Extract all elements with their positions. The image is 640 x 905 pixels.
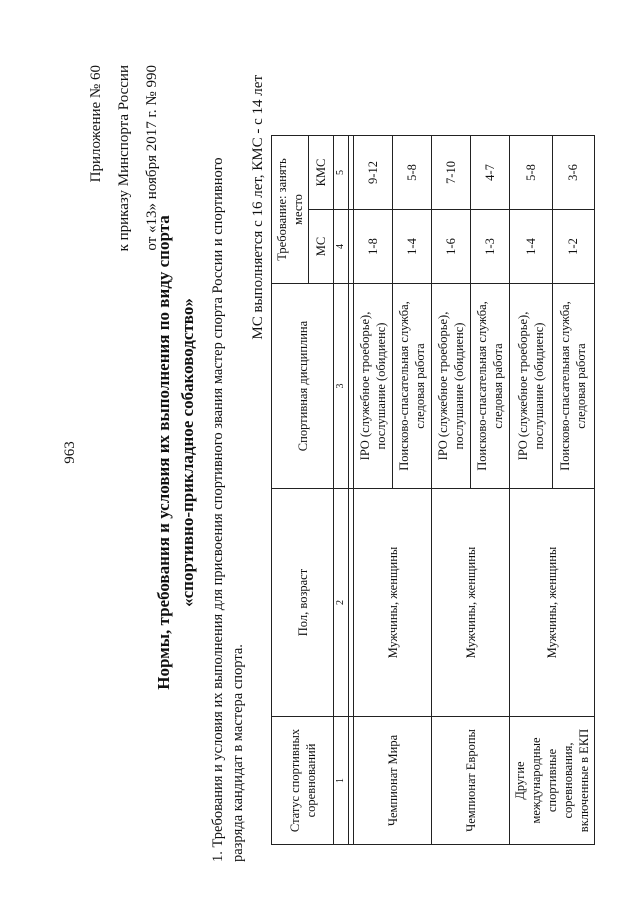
kms-cell: 3-6	[552, 136, 595, 210]
header-kms: КМС	[309, 136, 334, 210]
discipline-cell: Поисково-спасательная служба, следовая работа	[552, 284, 595, 489]
column-number-row	[334, 136, 349, 845]
status-cell: Чемпионат Мира	[354, 717, 432, 845]
header-status: Статус спортивных соревнований	[272, 717, 334, 845]
column-number: 2	[334, 489, 349, 717]
column-number: 1	[334, 717, 349, 845]
norms-table	[271, 135, 595, 845]
discipline-cell: IPO (служебное троеборье), послушание (обидиенс)	[432, 284, 471, 489]
ms-cell: 1-3	[471, 210, 510, 284]
kms-cell: 7-10	[432, 136, 471, 210]
header-requirement: Требование: занять место	[272, 136, 309, 284]
ms-cell: 1-8	[354, 210, 393, 284]
appendix-line-1: Приложение № 60	[88, 65, 104, 183]
discipline-cell: IPO (служебное троеборье), послушание (обидиенс)	[510, 284, 553, 489]
discipline-cell: Поисково-спасательная служба, следовая работа	[393, 284, 432, 489]
column-number: 4	[334, 210, 349, 284]
gender-cell: Мужчины, женщины	[432, 489, 510, 717]
intro-paragraph	[208, 24, 248, 862]
appendix-line-2: к приказу Минспорта России	[116, 65, 132, 252]
status-cell: Чемпионат Европы	[432, 717, 510, 845]
page-number: 963	[62, 441, 78, 464]
status-cell: Другие международные спортивные соревнования, включенные в ЕКП	[510, 717, 595, 845]
gender-cell: Мужчины, женщины	[510, 489, 595, 717]
ms-cell: 1-6	[432, 210, 471, 284]
ms-cell: 1-4	[393, 210, 432, 284]
table-row	[354, 136, 393, 845]
document-title	[152, 40, 200, 865]
appendix-line-3: от «13» ноября 2017 г. № 990	[144, 65, 160, 251]
gender-cell: Мужчины, женщины	[354, 489, 432, 717]
header-ms: МС	[309, 210, 334, 284]
kms-cell: 9-12	[354, 136, 393, 210]
discipline-cell: IPO (служебное троеборье), послушание (обидиенс)	[354, 284, 393, 489]
header-gender-age: Пол, возраст	[272, 489, 334, 717]
table-header-row	[272, 136, 309, 845]
table-row	[432, 136, 471, 845]
discipline-cell: Поисково-спасательная служба, следовая работа	[471, 284, 510, 489]
header-discipline: Спортивная дисциплина	[272, 284, 334, 489]
kms-cell: 4-7	[471, 136, 510, 210]
column-number: 3	[334, 284, 349, 489]
column-number: 5	[334, 136, 349, 210]
age-note: МС выполняется с 16 лет, КМС - с 14 лет	[250, 75, 266, 340]
title-line-2: «спортивно-прикладное собаководство»	[178, 298, 197, 607]
intro-line-1: 1. Требования и условия их выполнения для присвоения спортивного звания мастер спорта России и спортивного	[210, 157, 226, 862]
table-row	[510, 136, 553, 845]
title-line-1: Нормы, требования и условия их выполнения по виду спорта	[154, 215, 173, 690]
ms-cell: 1-4	[510, 210, 553, 284]
intro-line-2: разряда кандидат в мастера спорта.	[230, 644, 246, 862]
kms-cell: 5-8	[393, 136, 432, 210]
kms-cell: 5-8	[510, 136, 553, 210]
ms-cell: 1-2	[552, 210, 595, 284]
